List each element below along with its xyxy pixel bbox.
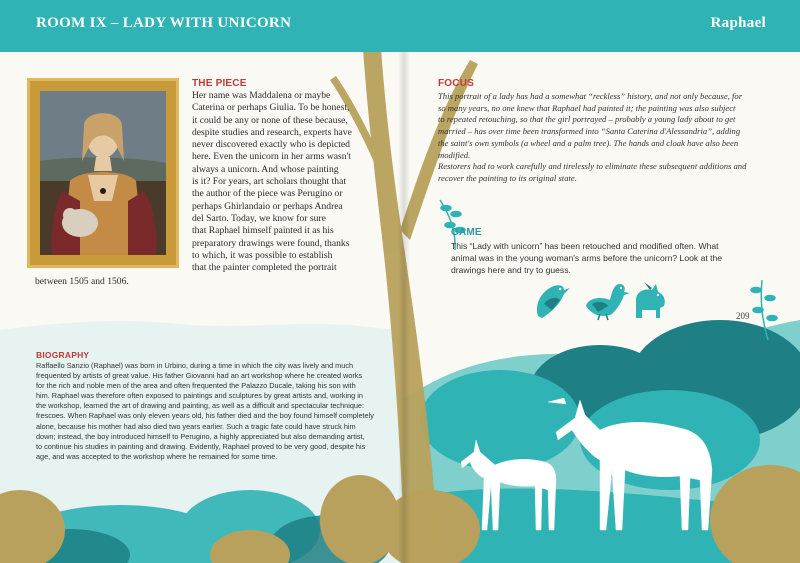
header-banner-left [0, 0, 403, 52]
biography-line: to continue his studies in painting and drawing. Evidently, Raphael proved to be very good, despite his [36, 441, 366, 451]
focus-line: so many years, no one knew that Raphael had painted it; the painting was also subject [438, 102, 736, 113]
dog-icon [636, 282, 665, 318]
piece-line: Caterina or perhaps Giulia. To be honest, [192, 102, 350, 114]
lady-with-unicorn-painting [40, 91, 166, 255]
biography-line: down; instead, the boy introduced himself to Perugino, a highly appreciated but also demanding artist, [36, 431, 365, 441]
piece-line: Her name was Maddalena or maybe [192, 90, 331, 101]
page-number: 209 [736, 311, 750, 321]
game-line: animal was in the young woman's arms before the unicorn? Look at the [451, 253, 723, 263]
game-text [451, 240, 763, 276]
portrait-frame [27, 78, 179, 268]
book-gutter [398, 0, 410, 563]
piece-line: perhaps Ghirlandaio or perhaps Andrea [192, 200, 343, 212]
piece-heading: THE PIECE [192, 78, 247, 89]
focus-line: to repeated retouching, so that the girl portrayed – probably a young lady about to get [438, 114, 736, 125]
artist-name: Raphael [710, 15, 766, 31]
biography-line: alone, because his mother had also died two years earlier. Such a tragic fate could have struck him [36, 421, 356, 431]
piece-line: is it? For years, art scholars thought that [192, 176, 347, 188]
focus-text [438, 91, 768, 185]
biography-line: for the rich and noble men of the area and often frequented the Palazzo Ducale, taking his son with [36, 381, 356, 391]
piece-line: the author of the piece was Perugino or [192, 188, 343, 200]
focus-line: Restorers had to work carefully and tirelessly to eliminate these subsequent additions and [438, 161, 747, 172]
biography-line: Raffaello Sanzio (Raphael) was born in Urbino, during a time in which the city was lively and much [36, 361, 354, 370]
bird-icon [537, 285, 570, 318]
piece-line: del Sarto. Today, we know for sure [192, 212, 326, 224]
focus-line: This portrait of a lady has had a somewhat “reckless” history, and not only because, for [438, 91, 743, 101]
game-heading: GAME [451, 227, 482, 238]
piece-line: despite studies and research, experts have [192, 126, 352, 138]
piece-text [192, 90, 388, 274]
duck-icon [586, 284, 630, 320]
biography-text [36, 361, 392, 462]
piece-tail-line: between 1505 and 1506. [35, 276, 129, 287]
focus-line: married – has over time been transformed into “Santa Caterina d'Alessandria”, adding [438, 126, 741, 137]
game-line: drawings here and try to guess. [451, 265, 571, 275]
biography-line: age, and was accepted to the workshop where he remained for some time. [36, 451, 278, 461]
piece-line: always a unicorn. And whose painting [192, 163, 339, 175]
biography-line: him. Raphael was therefore often exposed to paintings and sculptures by great artists and, working in [36, 391, 363, 401]
header-banner-right [403, 0, 800, 52]
biography-line: frequented by artists of great value. His father Giovanni had an art workshop where he created works [36, 371, 363, 381]
biography-heading: BIOGRAPHY [36, 350, 90, 360]
room-title: ROOM IX – LADY WITH UNICORN [36, 15, 292, 31]
piece-line: it could be any or none of these because, [192, 114, 348, 126]
biography-line: frescoes. When Raphael was only eleven years old, his father died and the boy found himself completely [36, 411, 374, 421]
portrait-illustration [40, 91, 166, 255]
focus-heading: FOCUS [438, 78, 474, 89]
piece-line: preparatory drawings were found, thanks [192, 237, 350, 249]
game-animals [530, 276, 670, 322]
piece-line: never discovered exactly who is depicted [192, 139, 350, 151]
focus-line: modified. [438, 149, 471, 160]
focus-line: recover the painting to its original state. [438, 172, 577, 183]
game-line: This “Lady with unicorn” has been retouched and modified often. What [451, 241, 719, 251]
piece-line: that the painter completed the portrait [192, 262, 337, 274]
focus-line: the saint's own symbols (a wheel and a palm tree). The hands and cloak have also been [438, 137, 739, 148]
piece-line: to which, it was possible to establish [192, 249, 333, 261]
piece-line: here. Even the unicorn in her arms wasn't [192, 151, 351, 163]
biography-line: the workshop, learned the art of drawing and painting, as well as a difficult and spectacular technique: [36, 401, 365, 411]
piece-line: that Raphael himself painted it as his [192, 225, 334, 237]
